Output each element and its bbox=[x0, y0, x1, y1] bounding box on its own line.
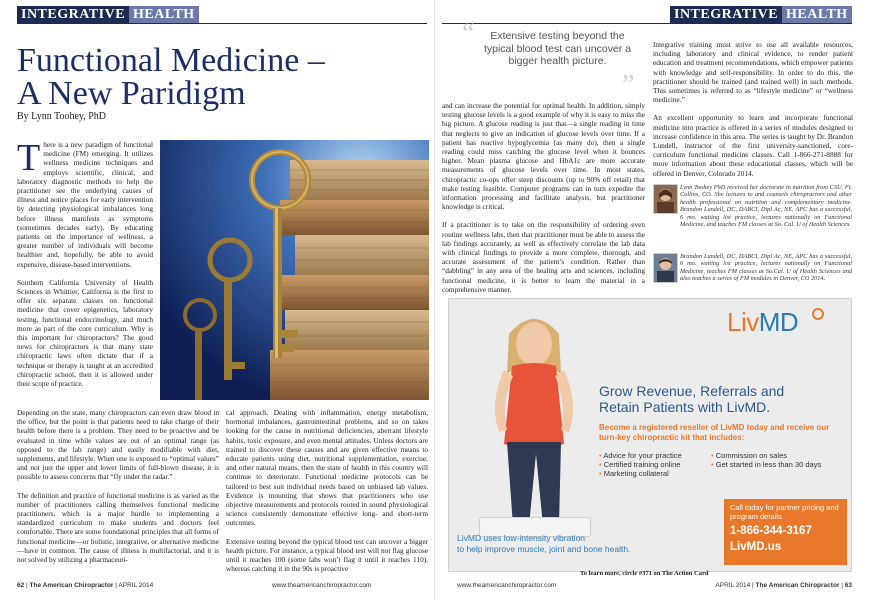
footer-right-magazine: The American Chiropractor bbox=[755, 582, 840, 589]
paragraph-opportunity: An excellent opportunity to learn and incorporate functional medicine into practice is offered in a series of modules designed to increase confidence in this area. The series is taught by Dr. Brandon Lundell, instructor of the first university-sanctioned, core-curriculum functional medicine classes. Call 1-866-271-8888 for more information about these educational classes, which will be offered in Denver, Colorado 2014. bbox=[653, 113, 853, 178]
footer-right bbox=[457, 582, 852, 589]
bullet-marketing: • Marketing collateral bbox=[599, 469, 669, 478]
ad-headline bbox=[599, 383, 844, 415]
section-tag-right-part2: HEALTH bbox=[782, 6, 852, 23]
bullet-training: • Certified training online bbox=[599, 460, 681, 469]
footer-right-sep: | bbox=[752, 582, 756, 589]
intro-column bbox=[17, 137, 153, 397]
bullet-training-text: Certified training online bbox=[603, 460, 681, 469]
ad-cta-box[interactable] bbox=[724, 499, 847, 565]
bio-toohey: Lynn Toohey PhD received her doctorate in nutrition from CSU, Ft. Collins, CO. She lectures to and counsels chiropractors and other health professional on nutrition and complementary medicine. Brandon Lundell, DC, DABCI, Dipl Ac, NE, APC has a successful, 6 mo. waiting list practice, lectures nationally on Functional Medicine, and teaches FM classes at So. Cal. U of Health Sciences. bbox=[680, 184, 852, 229]
bullet-started: • Get started in less than 30 days bbox=[711, 460, 822, 469]
footer-right-sep2: | bbox=[841, 582, 845, 589]
section-rule-right bbox=[442, 23, 852, 24]
vibration-line2: to help improve muscle, joint and bone health. bbox=[457, 543, 631, 554]
paragraph-responsibility: If a practitioner is to take on the responsibility of ordering even routine wellness labs, then that practitioner must be able to assess the lab findings accurately, as well as effectively correlate the lab data with clinical findings to provide a more complete, thorough, and accurate assessment of the patient’s condition. Rather than “dabbling” in any area of the healing arts and sciences, including functional medicine, it is better to learn the material in a comprehensive manner. bbox=[442, 220, 645, 294]
open-quote-mark: “ bbox=[462, 18, 475, 49]
livmd-logo bbox=[727, 307, 798, 338]
bullet-marketing-text: Marketing collateral bbox=[603, 469, 669, 478]
bullet-advice-text: Advice for your practice bbox=[603, 451, 682, 460]
section-tag-right-part1: INTEGRATIVE bbox=[670, 6, 782, 23]
paragraph-draw-blood: Depending on the state, many chiropractors can even draw blood in the office, but the point is that patients need to take charge of their health before there is a problem. They need to be proactive and be evaluated in time while values are out of an optimal range (as opposed to the lab range) and easily modifiable with diet, supplements, and lifestyle. When one is exposed to “optimal values” and not just the upper and lower limits of full-blown disease, it is possible to assess concerns that “fly under the radar.” bbox=[17, 408, 219, 482]
logo-md: MD bbox=[758, 307, 799, 337]
section-tag-left bbox=[17, 6, 199, 23]
page-gutter bbox=[434, 0, 435, 600]
right-column-1 bbox=[442, 101, 645, 303]
bullet-commission-text: Commission on sales bbox=[715, 451, 788, 460]
paragraph-integrative-training: Integrative training must strive to use all available resources, including laboratory and clinical evidence, to render patient education and treatment recommendations, which empower patients with knowledge and self-responsibility. In order to do this, the practitioner should be trained (and trained well) in such methods. This sometimes is referred to as “lifestyle medicine” or “wellness medicine.” bbox=[653, 40, 853, 105]
footer-sep: | bbox=[26, 582, 30, 589]
footer-right-issue: APRIL 2014 bbox=[715, 582, 751, 589]
paragraph-scuhs: Southern California University of Health Sciences in Whittier, California is the first to offer six separate classes on functional medicine that cover epigenetics, laboratory testing, functional endocrinology, and much more as part of the core curriculum. Why is this important for chiropractors? The good news for chiropractors is that many state chiropractic laws often dictate that if a technique or therapy is taught at an accredited chiropractic school, then it is allowed under their scope of practice. bbox=[17, 277, 153, 389]
drop-cap: T bbox=[17, 137, 41, 179]
ad-headline-line1: Grow Revenue, Referrals and bbox=[599, 383, 785, 399]
footer-right-url: www.theamericanchiropractor.com bbox=[457, 582, 557, 589]
left-bottom-column-2 bbox=[226, 408, 428, 582]
ad-headline-line2: Retain Patients with LivMD. bbox=[599, 399, 771, 415]
article-title bbox=[17, 44, 337, 110]
author-photo-toohey bbox=[653, 184, 678, 214]
intro-paragraph: here is a new paradigm of functional medicine (FM) emerging. It utilizes wellness medicine techniques and employs scientific, clinical, and laboratory diagnostic methods to help the practitioner see the underlying causes of illness and notice places for early intervention by detecting physiological imbalances long before illness manifests as symptoms (sometimes decades early). By educating patients on the importance of wellness, a greater number of individuals will become healthier and, hopefully, be able to avoid expensive, disease-based interventions. bbox=[17, 140, 153, 269]
livmd-ad bbox=[448, 298, 852, 572]
person-avatar-icon bbox=[654, 185, 677, 213]
bullet-commission: • Commission on sales bbox=[711, 451, 788, 460]
close-quote-mark: ” bbox=[622, 70, 635, 101]
footer-magazine: The American Chiropractor bbox=[29, 582, 114, 589]
bullet-started-text: Get started in less than 30 days bbox=[715, 460, 822, 469]
ad-vibration-text bbox=[457, 533, 717, 554]
footer-right-page: 63 bbox=[844, 582, 852, 589]
woman-figure-illustration bbox=[479, 304, 589, 534]
section-tag-part1: INTEGRATIVE bbox=[17, 6, 129, 23]
cta-phone[interactable]: 1-866-344-3167 bbox=[730, 525, 812, 537]
cta-website[interactable]: LivMD.us bbox=[730, 541, 782, 553]
bullet-advice: • Advice for your practice bbox=[599, 451, 682, 460]
bio-lundell: Brandon Lundell, DC, DABCI, Dipl Ac, NE, APC has a successful, 6 mo. waiting list practice, lectures nationally on Functional Medicine, teaches FM classes at So.Cal. U of Health Sciences and also teaches a series of FM modules in Denver, CO 2014. bbox=[680, 253, 852, 283]
footer-issue: APRIL 2014 bbox=[118, 582, 154, 589]
paragraph-definition: The definition and practice of functional medicine is as varied as the number of practitioners calling themselves functional medicine practitioners, which is a major hurdle to implementing a standardized curriculum to make students and doctors feel comfortable. There are some foundational principles that all forms of functional medicine—or holistic, integrative, or alternative medicine—have in common. The cause of illness is multifactorial, and it is not solved by utilizing a pharmaceuti- bbox=[17, 490, 219, 565]
section-tag-right bbox=[670, 6, 852, 23]
footer-left bbox=[17, 582, 427, 589]
paragraph-pharmaceutical: cal approach. Dealing with inflammation, energy metabolism, hormonal imbalances, gastrointestinal problems, and so on takes looking for the cause in nutritional deficiencies, aberrant lifestyle habits, toxic exposure, and even mental attitudes. Unless doctors are trained to discover these causes and are given effective means to educate patients using diet, nutritional supplementation, exercise, and other natural means, then the state of health in this country will continue to deteriorate. Functional medicine protocols can be tailored to best suit individual needs based on unbiased lab values. Evidence is mounting that shows that practitioners who use objective measurements and protocols rooted in sound physiological science consistently demonstrate effective long- and short-term outcomes. bbox=[226, 408, 428, 528]
section-tag-part2: HEALTH bbox=[129, 6, 199, 23]
byline: By Lynn Toohey, PhD bbox=[17, 111, 107, 122]
cta-text: Call today for partner pricing and program details bbox=[730, 503, 839, 521]
person-avatar-icon bbox=[654, 254, 677, 282]
author-photo-lundell bbox=[653, 253, 678, 283]
footer-url: www.theamericanchiropractor.com bbox=[272, 582, 372, 589]
pull-quote: Extensive testing beyond the typical blood test can uncover a bigger health picture. bbox=[483, 30, 632, 67]
title-line-2: A New Paridigm bbox=[17, 75, 246, 112]
logo-liv: Liv bbox=[727, 307, 759, 337]
section-rule-left bbox=[17, 23, 427, 24]
ad-circle-note: To learn more, circle #371 on The Action Card bbox=[580, 570, 709, 577]
paragraph-extensive-testing: Extensive testing beyond the typical blood test can uncover a bigger health picture. For instance, a typical blood test will not flag glucose until it reaches 100 (some labs won’t flag it until it reaches 110), whereas catching it in the 90s is proactive bbox=[226, 536, 428, 574]
paragraph-glucose: and can increase the potential for optimal health. In addition, simply testing glucose levels is a good example of why it is easy to miss the big picture. A glucose reading is just that—a single reading in time that neglects to give an indication of glucose levels over time. If a patient has reactive hypoglycemia (as many do), then a single reading could miss catching the glucose level when it bounces higher. Mean plasma glucose and HbA1c are more accurate measurements of glucose levels over time. In most states, chiropractic co-ops offer steep discounts (up to 90% off retail) that make testing feasible. Computer programs can in turn expedite the information processing and facilitate analysis, but practitioner knowledge is critical. bbox=[442, 101, 645, 212]
ad-bullets-left bbox=[599, 451, 719, 478]
footer-sep2: | bbox=[115, 582, 119, 589]
footer-right-meta bbox=[715, 582, 852, 589]
vibration-line1: LivMD uses low-intensity vibration bbox=[457, 533, 586, 543]
footer-page-number: 62 bbox=[17, 582, 25, 589]
left-bottom-column-1 bbox=[17, 408, 219, 573]
right-column-2 bbox=[653, 40, 853, 187]
keys-books-illustration bbox=[160, 140, 429, 400]
ad-bullets-right bbox=[711, 451, 846, 469]
ad-subhead: Become a registered reseller of LivMD today and receive our turn-key chiropractic kit that includes: bbox=[599, 423, 830, 442]
logo-swirl-icon bbox=[811, 307, 825, 326]
title-line-1: Functional Medicine – bbox=[17, 42, 325, 79]
keys-books-photo bbox=[160, 140, 429, 400]
